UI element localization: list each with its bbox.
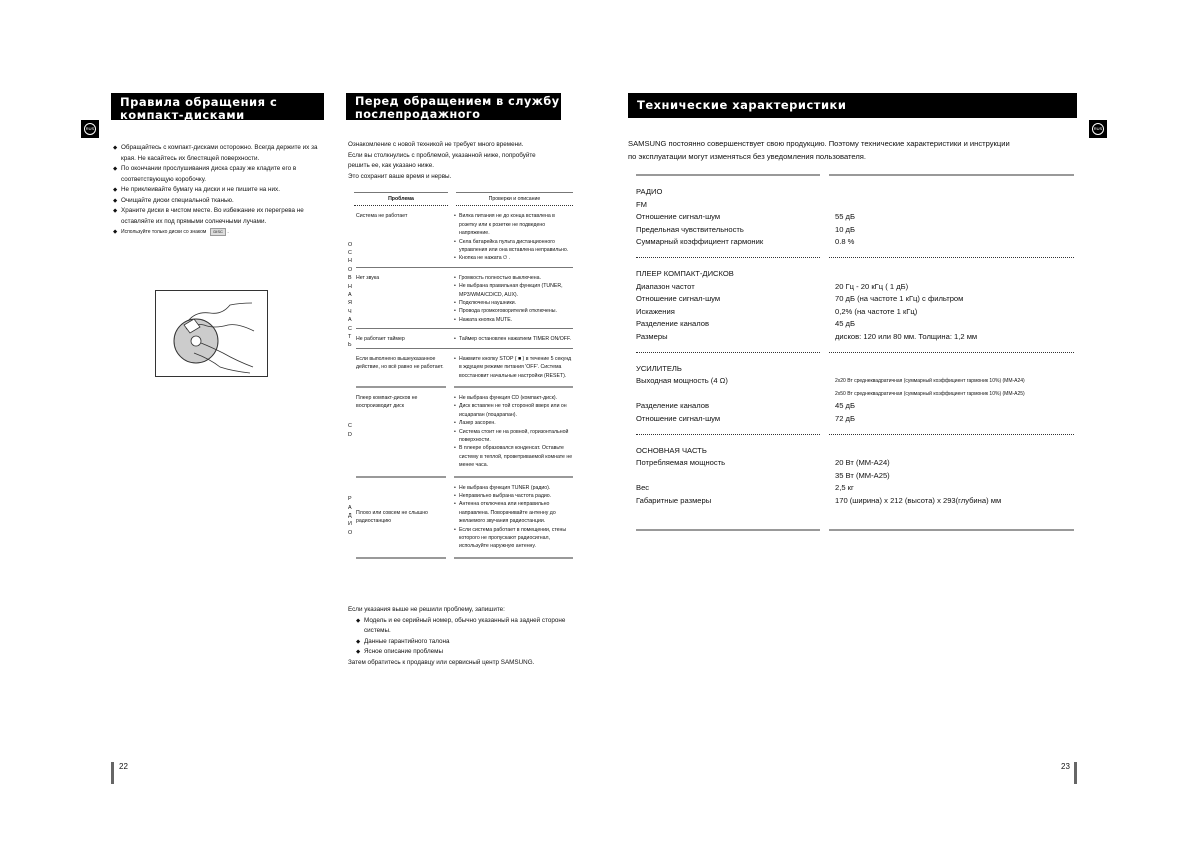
- checks-cell: [454, 394, 573, 470]
- spec-key: Размеры: [636, 331, 668, 341]
- specs-section-heading: ПЛЕЕР КОМПАКТ-ДИСКОВ: [636, 268, 734, 278]
- problem-cell: Не работает таймер: [356, 336, 405, 343]
- problem-cell: Нет звука: [356, 274, 380, 281]
- spec-row: [636, 224, 1074, 237]
- check-item: • Антенна отключена или неправильно направлена. Поворачивайте антенну до желаемого звучания радиостанции.: [454, 500, 573, 525]
- group-side-label: [348, 388, 356, 474]
- spec-row: [636, 375, 1074, 388]
- spec-key: Потребляемая мощность: [636, 458, 726, 468]
- cd-handling-bullets: [113, 143, 328, 238]
- side-letter: О: [348, 529, 353, 536]
- group-side-label: [348, 206, 356, 384]
- spec-key: Габаритные размеры: [636, 495, 712, 505]
- check-item: • В плеере образовался конденсат. Оставьте систему в теплой, проветриваемой комнате не менее часа.: [454, 444, 573, 469]
- separator-line: [829, 257, 1074, 258]
- cd-bullet-text: По окончании прослушивания диска сразу же кладите его в соответствующую коробочку.: [121, 165, 297, 183]
- hands-cleaning-disc-icon: [156, 291, 267, 376]
- side-letter: И: [348, 521, 352, 528]
- check-item: • Нажата кнопка MUTE.: [454, 316, 573, 324]
- rus-icon: RUS: [1092, 123, 1104, 135]
- table-header-problem: Проблема: [388, 196, 414, 202]
- separator-line: [636, 257, 820, 258]
- specs-section-heading: РАДИО: [636, 187, 663, 196]
- footer-bullet-item: ◆ Данные гарантийного талона: [356, 637, 573, 648]
- spec-row: [636, 470, 1074, 483]
- spec-value: 2x50 Вт среднеквадратичная (суммарный коэффициент гармоник 10%) (MM-A25): [835, 390, 1025, 397]
- spec-key: Искажения: [636, 306, 675, 316]
- side-letter: Т: [348, 333, 352, 340]
- spec-value: 45 дБ: [835, 401, 855, 411]
- side-letter: Ь: [348, 342, 352, 349]
- spec-value: 35 Вт (MM-A25): [835, 470, 890, 480]
- specs-body: [636, 176, 1074, 531]
- table-group: [348, 206, 573, 384]
- spec-value: 0.8 %: [835, 237, 855, 247]
- footer-bullets: [356, 616, 573, 658]
- spec-row: [636, 236, 1074, 249]
- page-number-right: 23: [1061, 762, 1070, 771]
- side-letter: О: [348, 241, 353, 248]
- specs-intro-line: по эксплуатации могут изменяться без уведомления пользователя.: [628, 151, 867, 161]
- problem-cell: Если выполнено вышеуказанное действие, но всё равно не работает.: [356, 355, 444, 371]
- problem-cell: Система не работает: [356, 213, 408, 220]
- checks-cell: [454, 355, 573, 380]
- service-title: Перед обращением в службу послепродажного обслуживания: [346, 93, 561, 120]
- table-group: [348, 478, 573, 555]
- side-letter: А: [348, 504, 352, 511]
- check-item: • Таймер остановлен нажатием TIMER ON/OFF.: [454, 335, 573, 343]
- spec-row: [636, 457, 1074, 470]
- specs-separator: [636, 352, 1074, 353]
- cd-bullet-item: [113, 185, 328, 196]
- specs-title: Технические характеристики: [628, 93, 1077, 118]
- rus-icon: RUS: [84, 123, 96, 135]
- check-item: • Громкость полностью выключена.: [454, 274, 573, 282]
- spec-value: 2x20 Вт среднеквадратичная (суммарный коэффициент гармоник 10%) (MM-A24): [835, 378, 1025, 385]
- service-intro: [348, 140, 568, 182]
- language-badge-right: [1089, 120, 1107, 138]
- cd-bullet-text: Используйте только диски со знаком: [121, 229, 207, 235]
- specs-section: [636, 182, 1074, 253]
- cd-bullet-item: [113, 164, 328, 185]
- spec-value: 2,5 кг: [835, 483, 854, 493]
- spec-value: 72 дБ: [835, 413, 855, 423]
- check-item: • Неправильно выбрана частота радио.: [454, 492, 573, 500]
- specs-section-heading: УСИЛИТЕЛЬ: [636, 363, 682, 373]
- spec-value: 20 Гц - 20 кГц ( 1 дБ): [835, 281, 909, 291]
- specs-separator: [636, 434, 1074, 435]
- side-letter: А: [348, 291, 352, 298]
- footer-outro: Затем обратитесь к продавцу или сервисный центр SAMSUNG.: [348, 658, 535, 666]
- spec-row: [636, 495, 1074, 508]
- specs-separator: [636, 515, 1074, 531]
- page-number-left: 22: [119, 762, 128, 771]
- group-separator: [356, 557, 573, 559]
- spec-key: Суммарный коэффициент гармоник: [636, 237, 764, 247]
- spec-value: 10 дБ: [835, 224, 855, 234]
- checks-cell: [454, 484, 573, 551]
- page-marker-right: [1074, 762, 1077, 784]
- spec-value: 70 дБ (на частоте 1 кГц) с фильтром: [835, 294, 964, 304]
- separator-line: [829, 352, 1074, 353]
- group-rows: [356, 206, 573, 384]
- footer-bullet-item: ◆ Модель и ее серийный номер, обычно указанный на задней стороне системы.: [356, 616, 573, 637]
- check-item: • Провода громкоговорителей отключены.: [454, 307, 573, 315]
- spec-value: 170 (ширина) x 212 (высота) x 293(глубина) мм: [835, 495, 1002, 505]
- table-body: [348, 206, 573, 558]
- spec-row: [636, 306, 1074, 319]
- side-letter: Н: [348, 283, 352, 290]
- specs-intro-line: SAMSUNG постоянно совершенствует свою продукцию. Поэтому технические характеристики и инструкции: [628, 139, 1010, 148]
- side-letter: Я: [348, 300, 352, 307]
- separator-line: [636, 434, 820, 435]
- check-item: • Вилка питания не до конца вставлена в розетку или к розетке не подведено напряжение.: [454, 212, 573, 237]
- side-letter: Н: [348, 258, 352, 265]
- check-item: • Лазер засорен.: [454, 419, 573, 427]
- spec-row: [636, 331, 1074, 344]
- cd-bullet-item: [113, 143, 328, 164]
- problem-cell: Плохо или совсем не слышно радиостанцию: [356, 509, 428, 525]
- check-item: • Кнопка не нажата ⏻ .: [454, 254, 573, 262]
- spec-key: Отношение сигнал-шум: [636, 212, 721, 222]
- cd-bullet-item: [113, 196, 328, 207]
- table-row: [356, 388, 573, 474]
- check-item: • Не выбрана функция TUNER (радио).: [454, 484, 573, 492]
- intro-line: Если вы столкнулись с проблемой, указанной ниже, попробуйте: [348, 151, 536, 159]
- cleaning-cd-illustration: [155, 290, 268, 377]
- spec-value: 45 дБ: [835, 319, 855, 329]
- spec-key: Вес: [636, 483, 650, 493]
- service-footer: [348, 605, 573, 668]
- spec-row: [636, 388, 1074, 401]
- spec-row: [636, 482, 1074, 495]
- check-item: • Нажмите кнопку STOP ( ■ ) в течение 5 секунд в ждущем режиме питания 'OFF'. Система восстановит начальные настройки (RESET).: [454, 355, 573, 380]
- side-letter: C: [348, 423, 352, 430]
- specs-separator: [636, 257, 1074, 258]
- table-group: [348, 388, 573, 474]
- spec-key: [636, 388, 835, 401]
- cd-bullet-text: Обращайтесь с компакт-дисками осторожно. Всегда держите их за края. Не касайтесь их блестящей поверхности.: [121, 144, 318, 162]
- side-letter: С: [348, 249, 352, 256]
- cd-bullet-text: Храните диски в чистом месте. Во избежание их перегрева не оставляйте их под прямыми солнечными лучами.: [121, 207, 304, 225]
- check-item: • Не выбрана функция CD (компакт-диск).: [454, 394, 573, 402]
- spec-value: 0,2% (на частоте 1 кГц): [835, 306, 918, 316]
- group-rows: [356, 388, 573, 474]
- footer-bullet-item: ◆ Ясное описание проблемы: [356, 647, 573, 658]
- specs-section: [636, 359, 1074, 430]
- group-rows: [356, 478, 573, 555]
- spec-value: 55 дБ: [835, 212, 855, 222]
- spec-row: [636, 318, 1074, 331]
- spec-key: Отношение сигнал-шум: [636, 413, 721, 423]
- spec-row: [636, 413, 1074, 426]
- spec-key: Диапазон частот: [636, 281, 695, 291]
- cd-bullet-item: [113, 206, 328, 227]
- specs-section-heading: ОСНОВНАЯ ЧАСТЬ: [636, 445, 707, 455]
- spec-key: Предельная чувствительность: [636, 224, 744, 234]
- check-item: • Подключены наушники.: [454, 299, 573, 307]
- check-item: • Села батарейка пульта дистанционного управления или она вставлена неправильно.: [454, 238, 573, 255]
- spec-row: [636, 293, 1074, 306]
- checks-cell: [454, 274, 573, 324]
- spec-row: [636, 400, 1074, 413]
- side-letter: Р: [348, 496, 352, 503]
- spec-row: [636, 211, 1074, 224]
- compact-disc-logo-icon: DISC: [210, 228, 226, 236]
- footer-intro: Если указания выше не решили проблему, запишите:: [348, 606, 505, 613]
- separator-line: [636, 529, 820, 531]
- side-letter: О: [348, 266, 353, 273]
- separator-line: [636, 352, 820, 353]
- side-letter: С: [348, 325, 352, 332]
- specs-section: [636, 264, 1074, 348]
- specs-section: [636, 441, 1074, 512]
- table-row: [356, 349, 573, 384]
- side-letter: А: [348, 317, 352, 324]
- separator-line: [829, 434, 1074, 435]
- separator-line: [829, 529, 1074, 531]
- spec-key: Разделение каналов: [636, 401, 709, 411]
- check-item: • Если система работает в помещении, стены которого не пропускают радиосигнал, используйте наружную антенну.: [454, 526, 573, 551]
- side-letter: Д: [348, 512, 352, 519]
- intro-line: решить ее, как указано ниже.: [348, 162, 434, 169]
- spec-value: 20 Вт (MM-A24): [835, 458, 890, 468]
- spec-key: Выходная мощность (4 Ω): [636, 376, 728, 386]
- checks-cell: [454, 335, 573, 343]
- table-row: [356, 206, 573, 267]
- side-letter: D: [348, 431, 352, 438]
- spec-key: Отношение сигнал-шум: [636, 294, 721, 304]
- cd-handling-title: Правила обращения с компакт-дисками: [111, 93, 324, 120]
- spec-key: [636, 470, 835, 483]
- intro-line: Это сохранит ваше время и нервы.: [348, 172, 452, 180]
- troubleshooting-table: [348, 192, 573, 559]
- spec-row: [636, 281, 1074, 294]
- side-letter: В: [348, 275, 352, 282]
- specs-section-subheading: FM: [636, 199, 647, 209]
- table-row: [356, 478, 573, 555]
- checks-cell: [454, 212, 573, 262]
- side-letter: Ч: [348, 308, 352, 315]
- group-side-label: [348, 478, 356, 555]
- table-header-checks: Проверки и описание: [488, 196, 541, 202]
- check-item: • Не выбрана правильная функция (TUNER, MP3/WMA/CD/CD, AUX).: [454, 282, 573, 299]
- cd-bullet-text: Очищайте диски специальной тканью.: [121, 196, 234, 204]
- cd-handling-section: [113, 143, 328, 238]
- cd-bullet-item: ◆ Используйте только диски со знаком DISC .: [113, 227, 328, 238]
- table-row: [356, 329, 573, 348]
- intro-line: Ознакомление с новой техникой не требует много времени.: [348, 141, 524, 148]
- language-badge: [81, 120, 99, 138]
- page-marker-left: [111, 762, 114, 784]
- separator-line: [454, 557, 573, 559]
- separator-line: [356, 557, 446, 559]
- specs-table: [636, 174, 1074, 537]
- cd-bullet-text: Не приклеивайте бумагу на диски и не пишите на них.: [121, 186, 280, 193]
- spec-value: дисков: 120 или 80 мм. Толщина: 1,2 мм: [835, 331, 978, 341]
- check-item: • Система стоит не на ровной, горизонтальной поверхности.: [454, 428, 573, 445]
- table-row: [356, 268, 573, 329]
- spec-key: Разделение каналов: [636, 319, 709, 329]
- specs-intro: [628, 138, 1088, 163]
- check-item: • Диск вставлен не той стороной вверх или он исцарапан (поцарапан).: [454, 402, 573, 419]
- problem-cell: Плеер компакт-дисков не воспроизводит диск: [356, 394, 418, 410]
